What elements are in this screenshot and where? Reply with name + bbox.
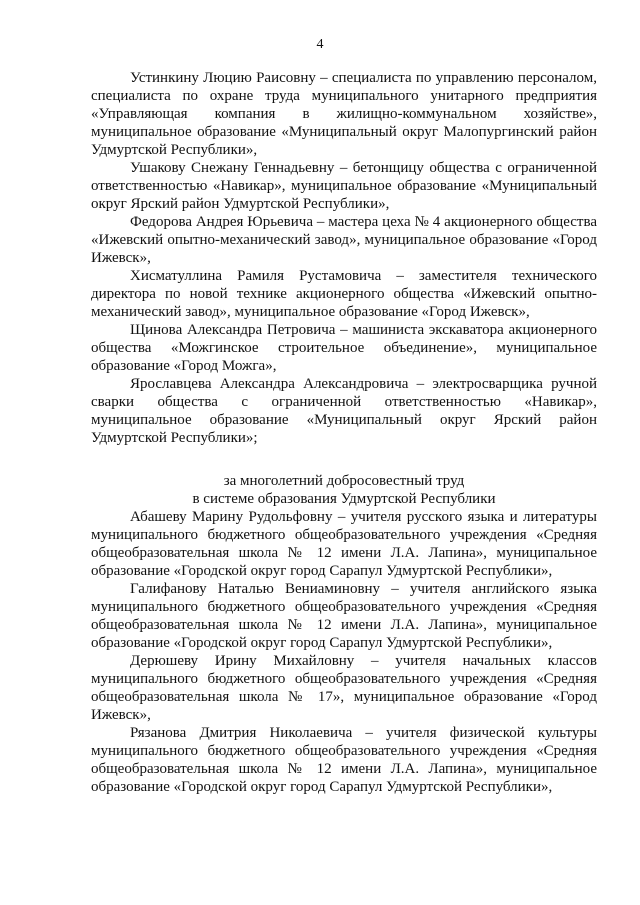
award-paragraph: Дерюшеву Ирину Михайловну – учителя начальных классов муниципального бюджетного общеобразовательного учреждения «Средняя общеобразовательная школа № 17», муниципальное образование «Город Ижевск», xyxy=(91,653,597,723)
award-paragraph: Абашеву Марину Рудольфовну – учителя русского языка и литературы муниципального бюджетного общеобразовательного учреждения «Средняя общеобразовательная школа № 12 имени Л.А. Лапина», муниципальное образование «Городской округ город Сарапул Удмуртской Республики», xyxy=(91,509,597,579)
award-paragraph: Федорова Андрея Юрьевича – мастера цеха № 4 акционерного общества «Ижевский опытно-механический завод», муниципальное образование «Город Ижевск», xyxy=(91,214,597,266)
award-paragraph: Галифанову Наталью Вениаминовну – учителя английского языка муниципального бюджетного общеобразовательного учреждения «Средняя общеобразовательная школа № 12 имени Л.А. Лапина», муниципальное образование «Городской округ город Сарапул Удмуртской Республики», xyxy=(91,581,597,651)
award-paragraph: Ярославцева Александра Александровича – электросварщика ручной сварки общества с ограниченной ответственностью «Навикар», муниципальное образование «Муниципальный округ Ярский район Удмуртской Республики»; xyxy=(91,376,597,446)
document-body xyxy=(91,69,597,796)
section-heading-line-1: за многолетний добросовестный труд xyxy=(223,473,465,489)
section-heading xyxy=(91,472,597,508)
award-paragraph: Хисматуллина Рамиля Рустамовича – заместителя технического директора по новой технике акционерного общества «Ижевский опытно-механический завод», муниципальное образование «Город Ижевск», xyxy=(91,268,597,320)
award-paragraph: Щинова Александра Петровича – машиниста экскаватора акционерного общества «Можгинское строительное объединение», муниципальное образование «Город Можга», xyxy=(91,322,597,374)
page-number: 4 xyxy=(316,37,324,52)
section-heading-line-2: в системе образования Удмуртской Республики xyxy=(192,491,496,507)
award-paragraph: Ушакову Снежану Геннадьевну – бетонщицу общества с ограниченной ответственностью «Навикар», муниципальное образование «Муниципальный округ Ярский район Удмуртской Республики», xyxy=(91,160,597,212)
award-paragraph: Рязанова Дмитрия Николаевича – учителя физической культуры муниципального бюджетного общеобразовательного учреждения «Средняя общеобразовательная школа № 12 имени Л.А. Лапина», муниципальное образование «Городской округ город Сарапул Удмуртской Республики», xyxy=(91,725,597,795)
award-paragraph: Устинкину Люцию Раисовну – специалиста по управлению персоналом, специалиста по охране труда муниципального унитарного предприятия «Управляющая компания в жилищно-коммунальном хозяйстве», муниципальное образование «Муниципальный округ Малопургинский район Удмуртской Республики», xyxy=(91,70,597,158)
